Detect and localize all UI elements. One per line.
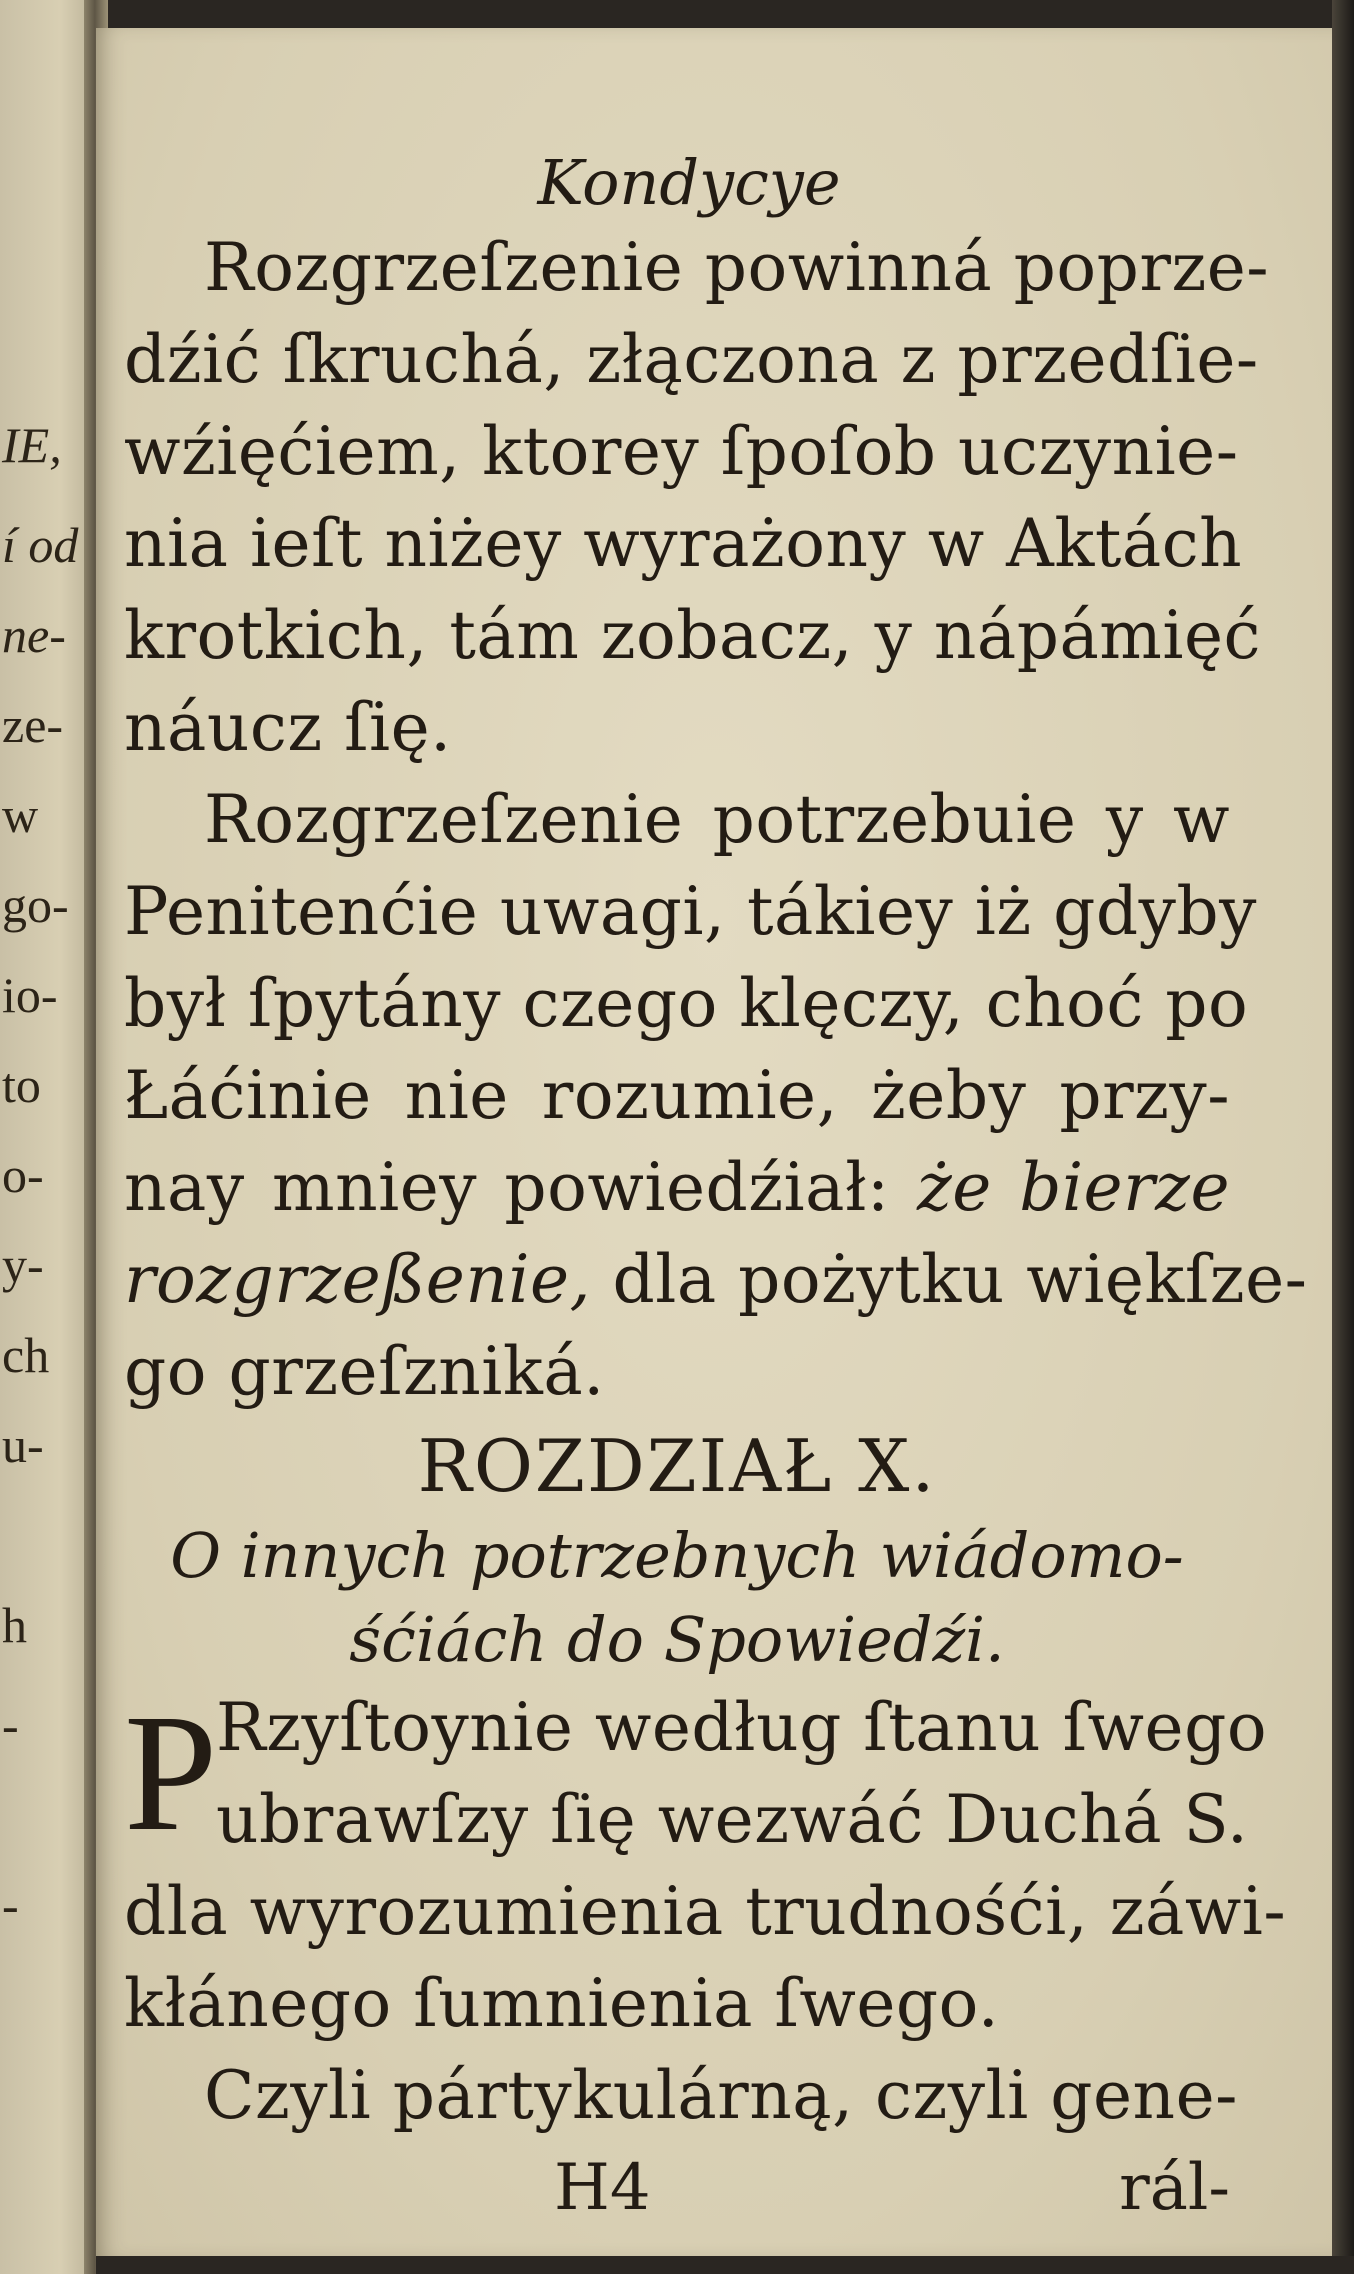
drop-cap-initial: P [124, 1680, 218, 1866]
margin-fragment: - [2, 1877, 19, 1933]
margin-fragment: w [2, 787, 39, 843]
scan-edge-bottom [96, 2256, 1354, 2274]
margin-fragment: ze- [2, 697, 64, 753]
margin-fragment: IE, [2, 417, 62, 473]
text-line: nia ieſt niżey wyrażony w Aktách [124, 505, 1243, 582]
text-italic: rozgrzeßenie, [124, 1241, 591, 1318]
text-line: Rozgrzeſzenie powinná poprze- [204, 229, 1270, 306]
chapter-subtitle-line: śćiách do Spowiedźi. [349, 1603, 1005, 1676]
text-line: był ſpytány czego klęczy, choć po [124, 965, 1249, 1042]
scan-edge-right [1332, 0, 1354, 2274]
margin-fragment: ch [2, 1327, 50, 1383]
text-line: Rozgrzeſzenie potrzebuie y w [204, 781, 1230, 858]
text-line: Rzyſtoynie według ſtanu ſwego [216, 1689, 1268, 1766]
margin-fragment: go- [2, 877, 69, 933]
margin-fragment: u- [2, 1417, 44, 1473]
margin-fragment: io- [2, 967, 58, 1023]
text-line: Łáćinie nie rozumie, żeby przy- [124, 1057, 1230, 1134]
margin-fragment: y- [2, 1237, 44, 1293]
chapter-heading: ROZDZIAŁ X. [417, 1424, 937, 1508]
margin-fragment: o- [2, 1147, 44, 1203]
margin-fragment: ne- [2, 607, 66, 663]
catchword: rál- [1119, 2151, 1230, 2225]
running-head: Kondycye [537, 146, 841, 219]
text-line: dla wyrozumienia trudnośći, záwi- [124, 1873, 1287, 1950]
text-line: wźięćiem, ktorey ſpoſob uczynie- [124, 413, 1239, 490]
text-line: ubrawſzy ſię wezwáć Duchá S. [216, 1781, 1249, 1858]
paragraph-preparation [124, 1680, 1287, 2050]
text-line: krotkich, tám zobacz, y nápámięć [124, 597, 1262, 674]
text-line: dźić ſkruchá, złączona z przedſie- [124, 321, 1259, 398]
text-line [124, 1234, 1308, 1326]
text-line: go grzeſzniká. [124, 1333, 605, 1410]
margin-fragment: h [2, 1597, 27, 1653]
text-line: Penitenćie uwagi, tákiey iż gdyby [124, 873, 1257, 950]
chapter-subtitle-line: O innych potrzebnych wiádomo- [170, 1519, 1184, 1592]
page-text [124, 146, 1308, 2234]
text-roman: nay mniey powiedźiał: [124, 1149, 890, 1226]
page-footer [124, 2142, 1230, 2234]
margin-fragment: - [2, 1697, 19, 1753]
signature-mark: H4 [554, 2151, 651, 2225]
margin-fragment: to [2, 1057, 41, 1113]
paragraph-absolution [124, 222, 1270, 774]
margin-fragment: í od [2, 517, 79, 573]
text-roman: dla pożytku więkſze- [612, 1241, 1308, 1318]
text-line: Czyli pártykulárną, czyli gene- [204, 2057, 1238, 2134]
paragraph-penitent [124, 774, 1308, 1418]
text-italic: że bierze [917, 1149, 1230, 1226]
text-line [124, 1142, 1230, 1234]
text-line: náucz ſię. [124, 689, 452, 766]
text-line: kłánego ſumnienia ſwego. [124, 1965, 1000, 2042]
